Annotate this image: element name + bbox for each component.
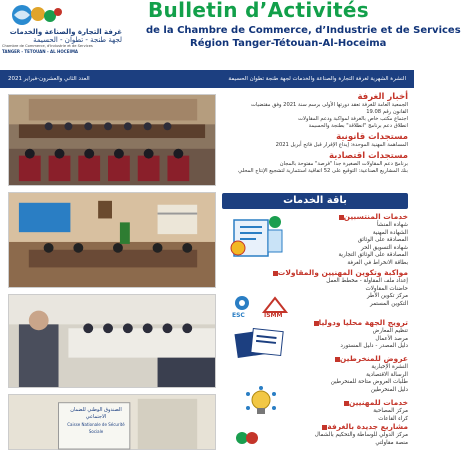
bulletin-subtitle-1: de la Chambre de Commerce, d’Industrie et de Services bbox=[146, 25, 461, 36]
photo-meeting-room bbox=[8, 192, 216, 288]
service-line: حاضنات المقاولات bbox=[365, 285, 408, 292]
issue-number: العدد الثاني والعشرون-فبراير 2021 bbox=[8, 76, 90, 82]
bulletin-title: Bulletin d’Activités bbox=[148, 0, 369, 22]
cnss-sign-french: Caisse Nationale de Sécurité Sociale bbox=[67, 422, 125, 434]
service-line: إعداد ملف المقاولة - مخطط العمل bbox=[326, 278, 408, 284]
news-item: القانون رقم 19.08 bbox=[366, 109, 408, 115]
service-line: الرسالة الاقتصادية bbox=[366, 371, 408, 378]
service-line: مركز المصاحبة bbox=[373, 408, 408, 414]
ismm-label: ISMM bbox=[264, 312, 283, 319]
service-group-professionals bbox=[296, 398, 408, 423]
service-group-title: عروض للمنخرطين bbox=[296, 354, 408, 364]
service-group-new-projects bbox=[262, 422, 408, 447]
legal-news-title: مستجدات قانونية bbox=[336, 132, 408, 142]
economic-news-item: بنك المشاريع الصناعية: التوقيع على 52 اتفاقية استثمارية لتشجيع الإنتاج المحلي bbox=[238, 168, 408, 174]
service-line: دليل المنخرطين bbox=[370, 386, 408, 393]
service-line: دليل المصدر - دليل المستورد bbox=[340, 343, 408, 350]
chamber-logo-icon bbox=[4, 2, 64, 28]
service-line: شهادة المنشأ bbox=[376, 222, 408, 228]
service-line: مركز تكوين الأطر bbox=[366, 293, 408, 300]
service-group-offers bbox=[296, 354, 408, 394]
economic-news-item: برنامج دعم المقاولات الصغيرة جدا "فرصة" مفتوحة بالمجان bbox=[279, 161, 408, 167]
news-item: انطلاق دعم برنامج "انطلاقة" بطنجة والحسيمة bbox=[308, 123, 408, 129]
handshake-icon bbox=[232, 428, 262, 450]
esc-label: ESC bbox=[232, 312, 245, 319]
photo-cnss-sign bbox=[8, 394, 216, 450]
logo-arabic-line1: غرفة التجارة والصناعة والخدمات bbox=[9, 28, 122, 36]
logo-french-line2: TANGER - TETOUAN - AL HOCEIMA bbox=[2, 49, 79, 54]
photo-general-assembly bbox=[8, 94, 216, 186]
service-group-title: خدمات المنتسبين bbox=[296, 212, 408, 222]
service-group-promotion bbox=[296, 318, 408, 351]
news-item: اجتماع مكتب خاص بالغرفة لمواكبة ودعم المقاولات bbox=[298, 116, 408, 122]
service-line: طلبات العروض متاحة للمنخرطين bbox=[330, 379, 408, 386]
service-group-members bbox=[296, 212, 408, 268]
photo-board-meeting bbox=[8, 294, 216, 388]
service-group-title: مشاريع جديدة بالغرفة bbox=[262, 422, 408, 432]
service-line: منصة مقاولتي bbox=[375, 439, 408, 446]
service-line: النشرة الإخبارية bbox=[371, 364, 408, 370]
documents-stamp-icon bbox=[226, 214, 286, 260]
cnss-sign-arabic: الصندوق الوطني للضمان الاجتماعي bbox=[70, 407, 122, 420]
lightbulb-ideas-icon bbox=[244, 386, 278, 420]
service-line: شهادة التسويق الحر bbox=[361, 244, 408, 251]
service-group-title: خدمات للمهنيين bbox=[296, 398, 408, 408]
newsletter-description: النشرة الشهرية لغرفة التجارة والصناعة والخدمات لجهة طنجة تطوان الحسيمة bbox=[228, 76, 406, 82]
brochure-icon bbox=[232, 328, 288, 358]
service-group-title: ترويج الجهة محليا ودوليا bbox=[296, 318, 408, 328]
chamber-logo-text bbox=[2, 28, 122, 54]
news-item: الجمعية العامة للغرفة تعقد دورتها الأولى برسم سنة 2021 وفق مقتضيات bbox=[251, 102, 408, 108]
service-line: تنظيم المعارض bbox=[372, 328, 408, 334]
service-line: التكوين المستمر bbox=[369, 300, 408, 307]
economic-news-title: مستجدات اقتصادية bbox=[328, 151, 408, 161]
service-line: بطاقة الانخراط في الغرفة bbox=[347, 259, 408, 266]
logo-arabic-line2: لجهة طنجة - تطوان - الحسيمة bbox=[33, 36, 122, 44]
service-line: المصادقة على الوثائق التجارية bbox=[338, 252, 408, 259]
legal-news-item: المساهمة المهنية الموحدة: إيداع الإقرار قبل فاتح أبريل 2021 bbox=[275, 142, 408, 148]
issue-strip bbox=[0, 70, 414, 88]
cnss-sign-text bbox=[61, 407, 131, 435]
service-line: كراء القاعات bbox=[378, 415, 408, 422]
logo-french-line1: Chambre de Commerce, d'Industrie et de Services bbox=[2, 44, 93, 48]
news-column bbox=[222, 92, 408, 175]
service-line: الشهادة المهنية bbox=[372, 229, 408, 236]
services-banner: باقة الخدمات bbox=[222, 193, 408, 209]
bulletin-subtitle-2: Région Tanger-Tétouan-Al-Hoceima bbox=[190, 38, 387, 49]
service-line: المصادقة على الوثائق bbox=[357, 237, 408, 244]
header bbox=[0, 0, 461, 68]
service-line: مرصد الأعمال bbox=[375, 335, 408, 342]
service-group-title: مواكبة وتكوين المهنيين والمقاولات bbox=[262, 268, 408, 278]
service-line: مركز الدولي للوساطة والتحكيم بالشمال bbox=[314, 432, 408, 438]
news-title: أخبار الغرفة bbox=[357, 92, 408, 102]
